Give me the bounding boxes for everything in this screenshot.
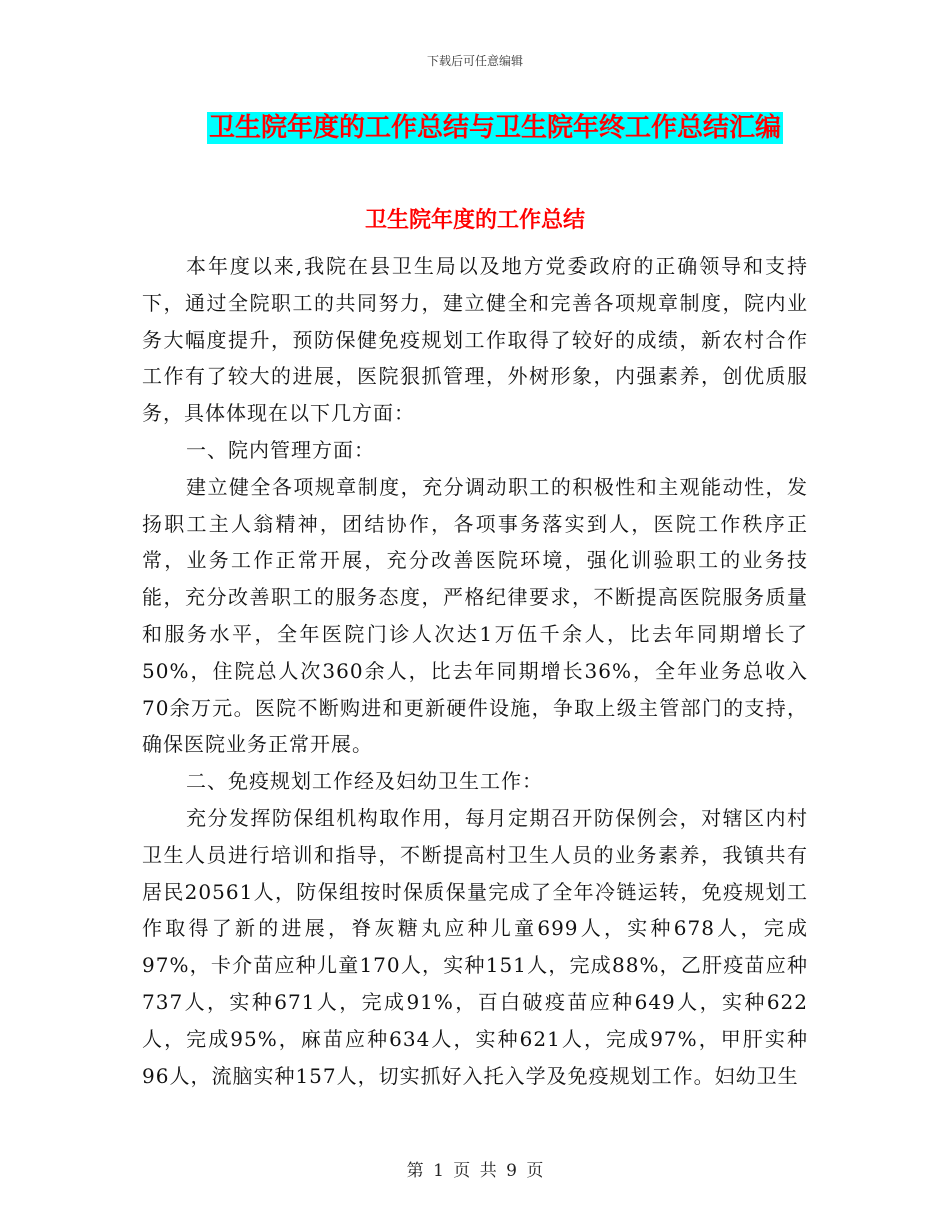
heading-immunization-maternal: 二、免疫规划工作经及妇幼卫生工作：	[186, 769, 543, 794]
main-title: 卫生院年度的工作总结与卫生院年终工作总结汇编	[209, 113, 782, 143]
page-header-note: 下载后可任意编辑	[426, 54, 523, 68]
paragraph-hospital-management: 建立健全各项规章制度，充分调动职工的积极性和主观能动性，发扬职工主人翁精神，团结协作，各项事务落实到人，医院工作秩序正常，业务工作正常开展，充分改善医院环境，强化训验职工的业务技能，充分改善职工的服务态度，严格纪律要求，不断提高医院服务质量和服务水平，全年医院门诊人次达1万伍千余人，比去年同期增长了50%，住院总人次360余人，比去年同期增长36%，全年业务总收入70余万元。医院不断购进和更新硬件设施，争取上级主管部门的支持，确保医院业务正常开展。	[142, 474, 808, 757]
body-text	[142, 248, 808, 1094]
section-title: 卫生院年度的工作总结	[364, 208, 585, 233]
main-title-highlight	[207, 112, 783, 144]
heading-hospital-management: 一、院内管理方面：	[186, 437, 375, 462]
paragraph-intro: 本年度以来,我院在县卫生局以及地方党委政府的正确领导和支持下，通过全院职工的共同努力，建立健全和完善各项规章制度，院内业务大幅度提升，预防保健免疫规划工作取得了较好的成绩，新农村合作工作有了较大的进展，医院狠抓管理，外树形象，内强素养，创优质服务，具体体现在以下几方面：	[142, 254, 808, 426]
paragraph-immunization-maternal: 充分发挥防保组机构取作用，每月定期召开防保例会，对辖区内村卫生人员进行培训和指导，不断提高村卫生人员的业务素养，我镇共有居民20561人，防保组按时保质保量完成了全年冷链运转，免疫规划工作取得了新的进展，脊灰糖丸应种儿童699人，实种678人，完成97%，卡介苗应种儿童170人，实种151人，完成88%，乙肝疫苗应种737人，实种671人，完成91%，百白破疫苗应种649人，实种622人，完成95%，麻苗应种634人，实种621人，完成97%，甲肝实种96人，流脑实种157人，切实抓好入托入学及免疫规划工作。妇幼卫生	[142, 805, 808, 1088]
page-number-footer: 第 1 页 共 9 页	[406, 1161, 544, 1181]
